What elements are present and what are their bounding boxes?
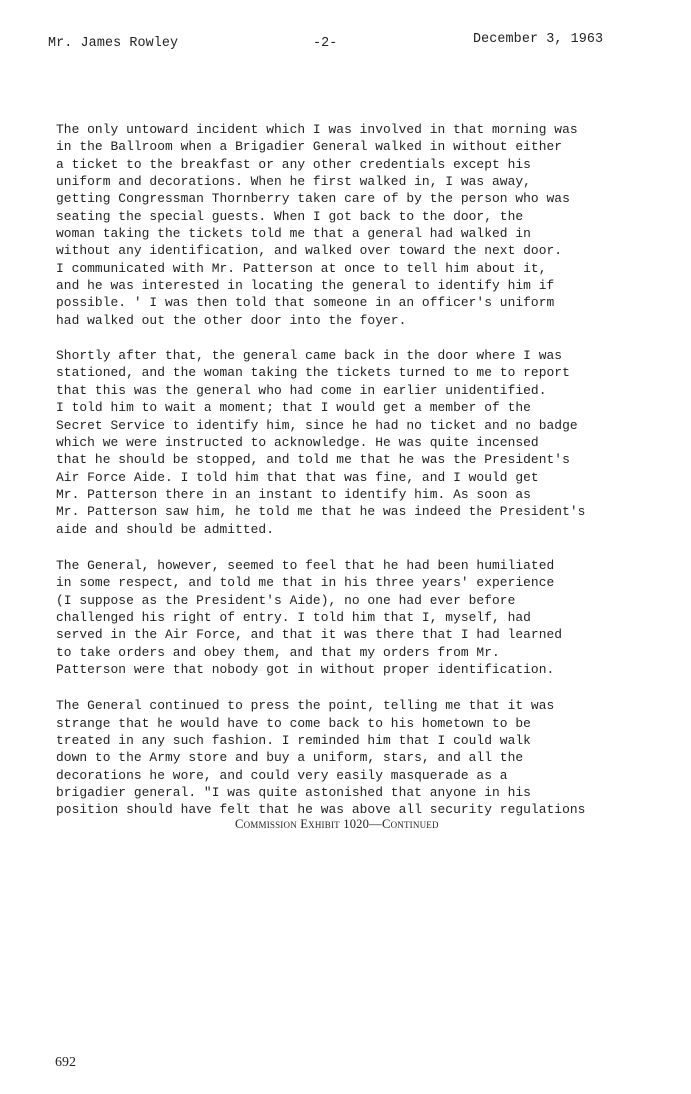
text-line: uniform and decorations. When he first walked in, I was away, xyxy=(56,174,531,190)
text-line: getting Congressman Thornberry taken care of by the person who was xyxy=(56,191,570,207)
text-line: which we were instructed to acknowledge. He was quite incensed xyxy=(56,434,539,450)
text-line: position should have felt that he was above all security regulations xyxy=(56,802,586,818)
text-line: down to the Army store and buy a uniform, stars, and all the xyxy=(56,750,524,766)
text-line: strange that he would have to come back to his hometown to be xyxy=(56,715,531,731)
text-line: without any identification, and walked over toward the next door. xyxy=(56,243,563,259)
text-line: in some respect, and told me that in his three years' experience xyxy=(56,575,555,591)
text-line: Patterson were that nobody got in without proper identification. xyxy=(56,661,555,677)
text-line: treated in any such fashion. I reminded him that I could walk xyxy=(56,733,531,748)
letter-header xyxy=(48,32,648,56)
page-marker: -2- xyxy=(313,36,338,51)
text-line: The General, however, seemed to feel that he had been humiliated xyxy=(56,557,555,573)
text-line: aide and should be admitted. xyxy=(56,521,274,537)
text-line: had walked out the other door into the foyer. xyxy=(56,312,407,328)
text-line: challenged his right of entry. I told him that I, myself, had xyxy=(56,609,531,625)
paragraph-2 xyxy=(56,347,656,538)
text-line: Shortly after that, the general came back in the door where I was xyxy=(56,348,563,364)
text-line: (I suppose as the President's Aide), no one had ever before xyxy=(56,592,516,608)
text-line: a ticket to the breakfast or any other credentials except his xyxy=(56,156,531,172)
text-line: and he was interested in locating the general to identify him if xyxy=(56,278,555,294)
paragraph-4 xyxy=(56,697,656,818)
text-line: The General continued to press the point, telling me that it was xyxy=(56,698,555,714)
paragraph-3 xyxy=(56,557,656,678)
text-line: Secret Service to identify him, since he had no ticket and no badge xyxy=(56,417,578,433)
text-line: woman taking the tickets told me that a general had walked in xyxy=(56,226,531,242)
text-line: brigadier general. "I was quite astonished that anyone in his xyxy=(56,785,531,801)
text-line: in the Ballroom when a Brigadier General walked in without either xyxy=(56,139,563,155)
letter-body xyxy=(56,121,656,819)
text-line: stationed, and the woman taking the tickets turned to me to report xyxy=(56,365,570,381)
text-line: seating the special guests. When I got back to the door, the xyxy=(56,208,524,224)
text-line: decorations he wore, and could very easily masquerade as a xyxy=(56,767,508,783)
text-line: Mr. Patterson saw him, he told me that he was indeed the President's xyxy=(56,504,586,520)
text-line: Air Force Aide. I told him that that was fine, and I would get xyxy=(56,469,539,485)
text-line: Mr. Patterson there in an instant to identify him. As soon as xyxy=(56,486,531,502)
paragraph-1 xyxy=(56,121,656,329)
text-line: to take orders and obey them, and that my orders from Mr. xyxy=(56,644,500,660)
text-line: The only untoward incident which I was involved in that morning was xyxy=(56,122,578,137)
text-line: served in the Air Force, and that it was there that I had learned xyxy=(56,627,563,643)
text-line: possible. ' I was then told that someone in an officer's uniform xyxy=(56,295,555,311)
letter-date: December 3, 1963 xyxy=(473,32,604,47)
page-number: 692 xyxy=(55,1055,76,1070)
text-line: I told him to wait a moment; that I would get a member of the xyxy=(56,400,531,416)
text-line: that this was the general who had come in earlier unidentified. xyxy=(56,382,547,398)
text-line: I communicated with Mr. Patterson at once to tell him about it, xyxy=(56,260,547,276)
recipient-line: Mr. James Rowley xyxy=(48,36,179,51)
exhibit-caption: Commission Exhibit 1020—Continued xyxy=(235,817,439,831)
text-line: that he should be stopped, and told me that he was the President's xyxy=(56,452,570,468)
